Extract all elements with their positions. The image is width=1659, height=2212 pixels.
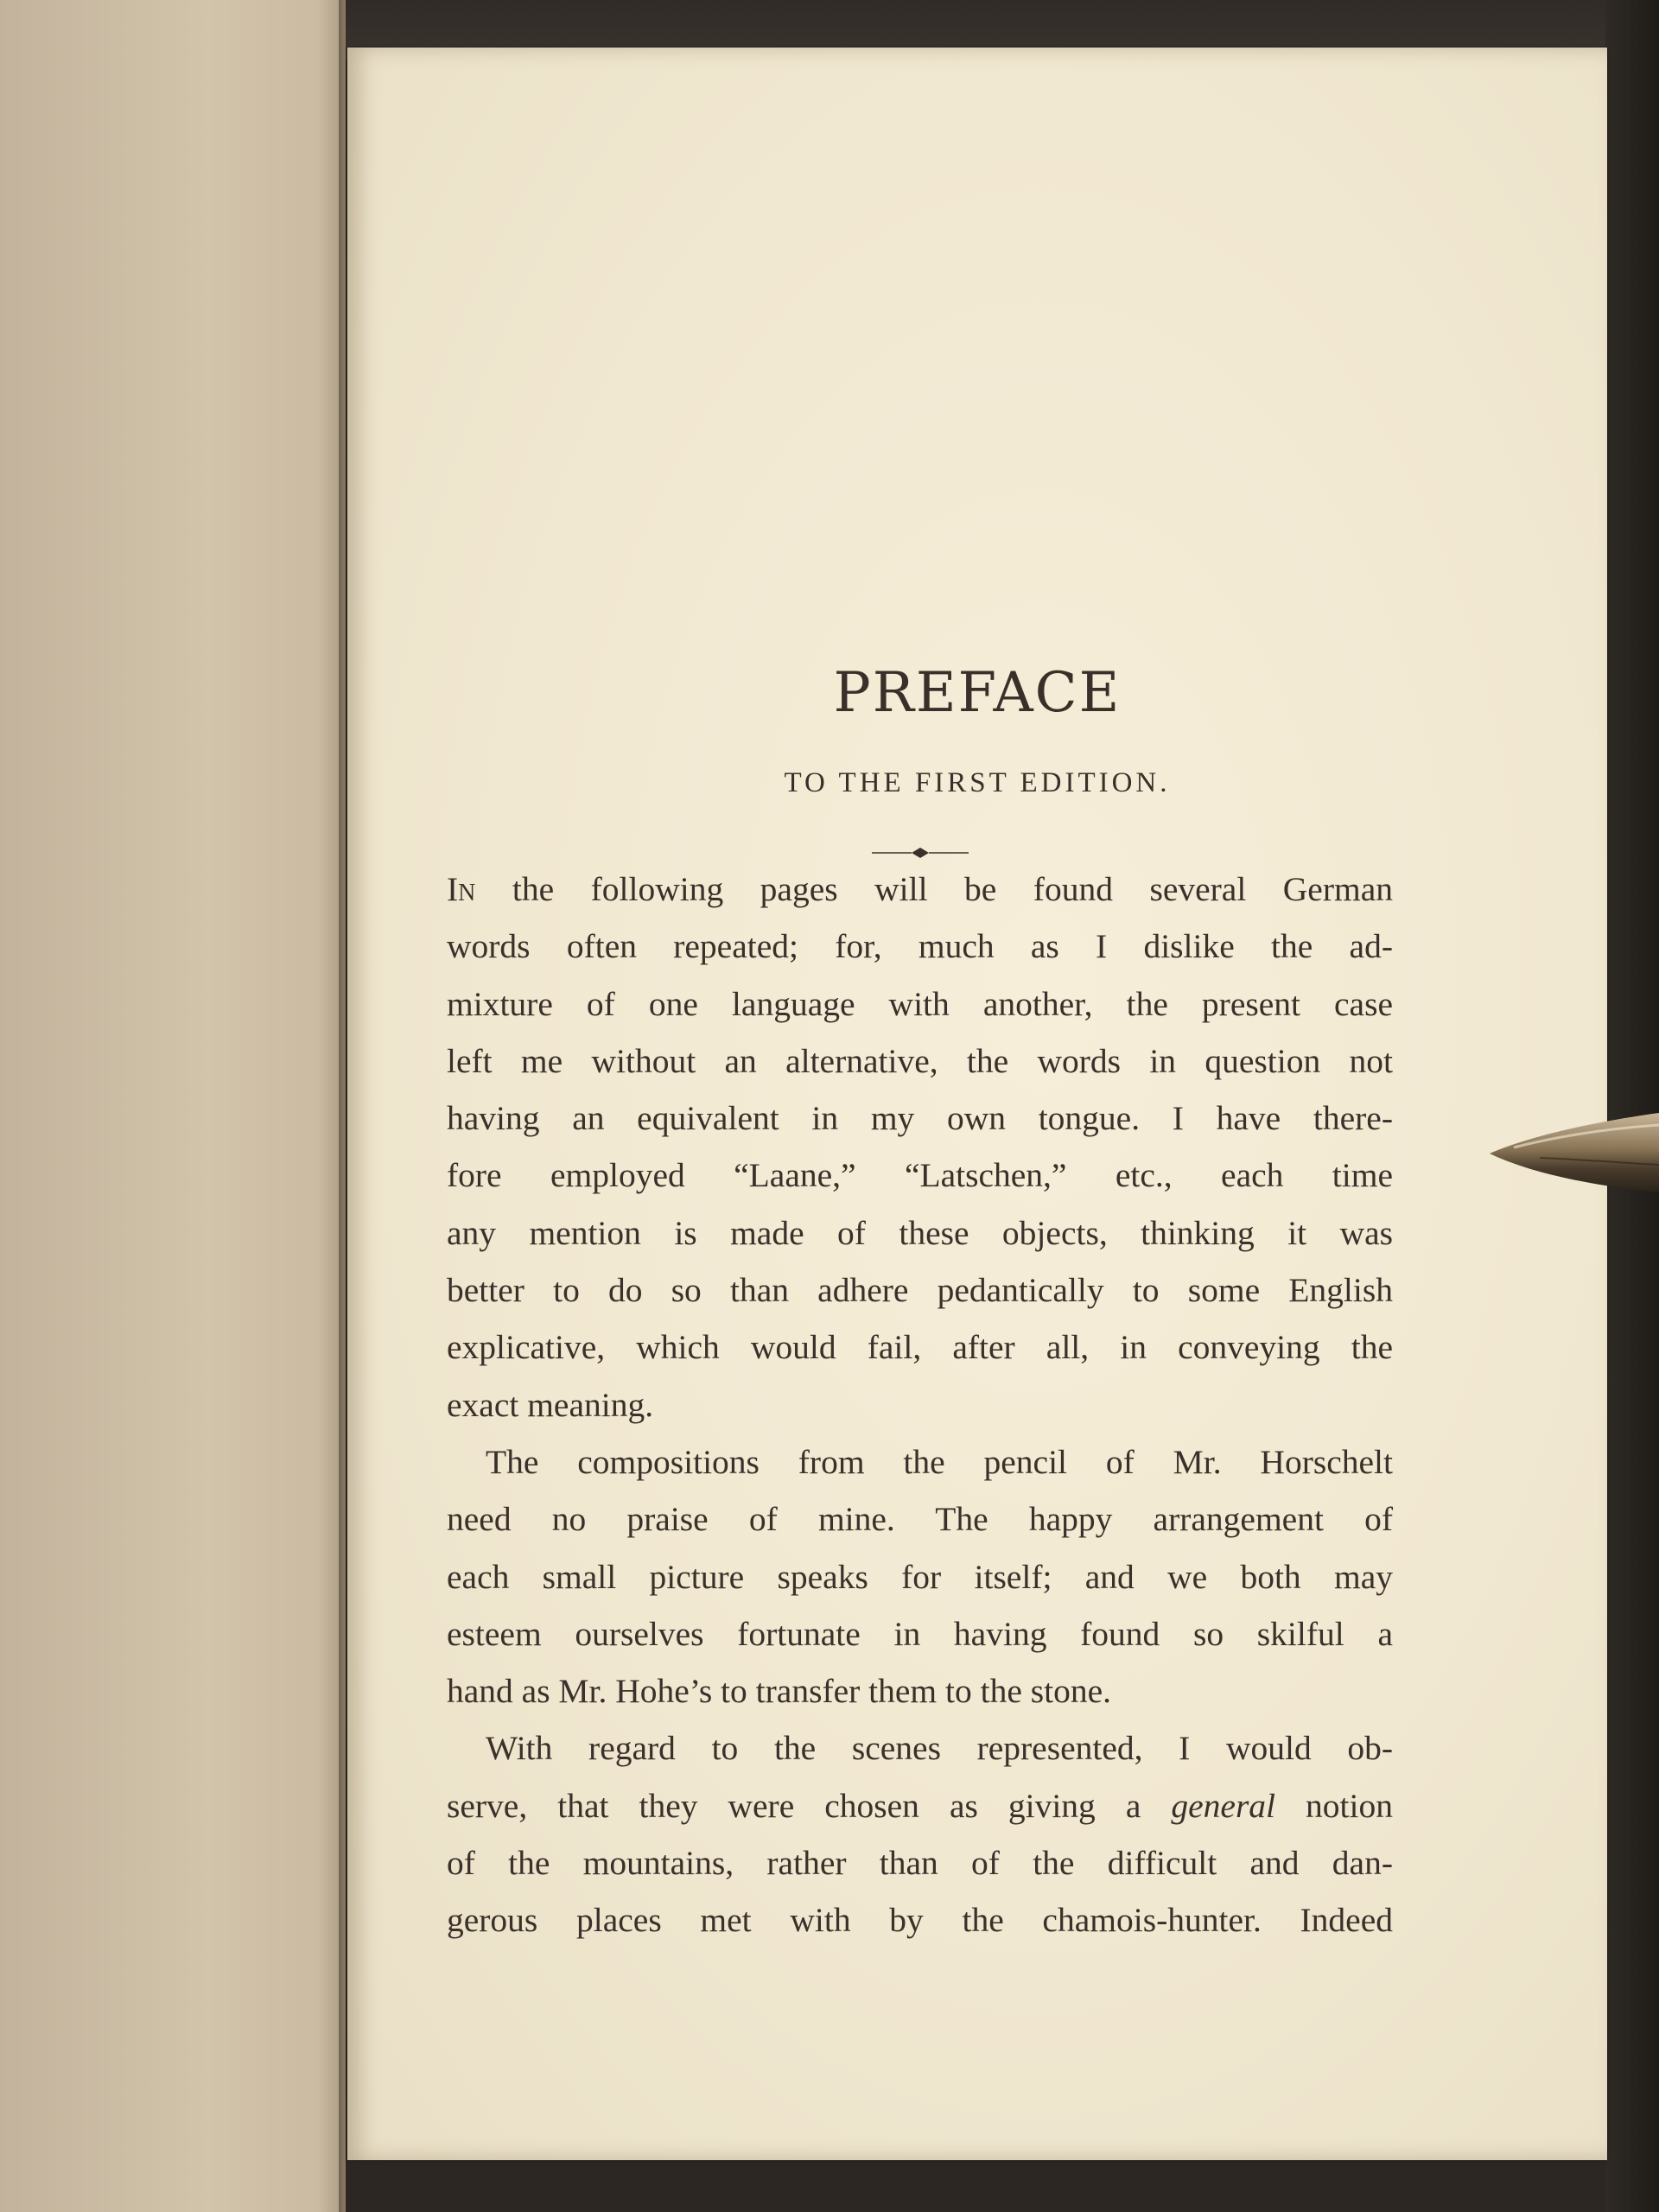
text-line: exact meaning.	[447, 1385, 654, 1424]
text-line: esteem ourselves fortunate in having found so skilful a	[447, 1614, 1393, 1653]
pen-tip-pointer	[1488, 1097, 1659, 1201]
text-line: left me without an alternative, the words in question not	[447, 1041, 1393, 1080]
text-line: fore employed “Laane,” “Latschen,” etc., each time	[447, 1156, 1393, 1195]
text-line: With regard to the scenes represented, I would ob-	[486, 1729, 1393, 1768]
text-line: of the mountains, rather than of the difficult and dan-	[447, 1844, 1393, 1883]
text-line: hand as Mr. Hohe’s to transfer them to the stone.	[447, 1672, 1111, 1711]
text-line: In the following pages will be found several German	[447, 870, 1393, 908]
preface-body	[447, 861, 1393, 1949]
page-subtitle: TO THE FIRST EDITION.	[784, 767, 1171, 798]
paragraph-2	[447, 1433, 1393, 1719]
page-title: PREFACE	[833, 661, 1122, 725]
text-line: serve, that they were chosen as giving a general notion	[447, 1786, 1394, 1825]
paragraph-3	[447, 1719, 1393, 1948]
text-line: explicative, which would fail, after all, in conveying the	[447, 1328, 1393, 1367]
text-line: gerous places met with by the chamois-hunter. Indeed	[447, 1901, 1393, 1940]
ornament-divider	[872, 847, 969, 859]
paragraph-1	[447, 861, 1393, 1433]
drop-cap-word: In	[447, 870, 476, 908]
emphasis-word: general	[1171, 1786, 1276, 1825]
text-line: mixture of one language with another, the present case	[447, 984, 1393, 1023]
text-line: better to do so than adhere pedantically to some English	[447, 1271, 1393, 1310]
left-facing-page	[0, 0, 346, 2212]
text-line: need no praise of mine. The happy arrangement of	[447, 1500, 1393, 1539]
text-line: each small picture speaks for itself; and we both may	[447, 1557, 1393, 1596]
text-line: The compositions from the pencil of Mr. Horschelt	[486, 1442, 1393, 1481]
background-bottom	[346, 2156, 1659, 2212]
text-line: any mention is made of these objects, thinking it was	[447, 1213, 1393, 1252]
text-line: having an equivalent in my own tongue. I have there-	[447, 1099, 1393, 1138]
text-line: words often repeated; for, much as I dislike the ad-	[447, 927, 1393, 966]
